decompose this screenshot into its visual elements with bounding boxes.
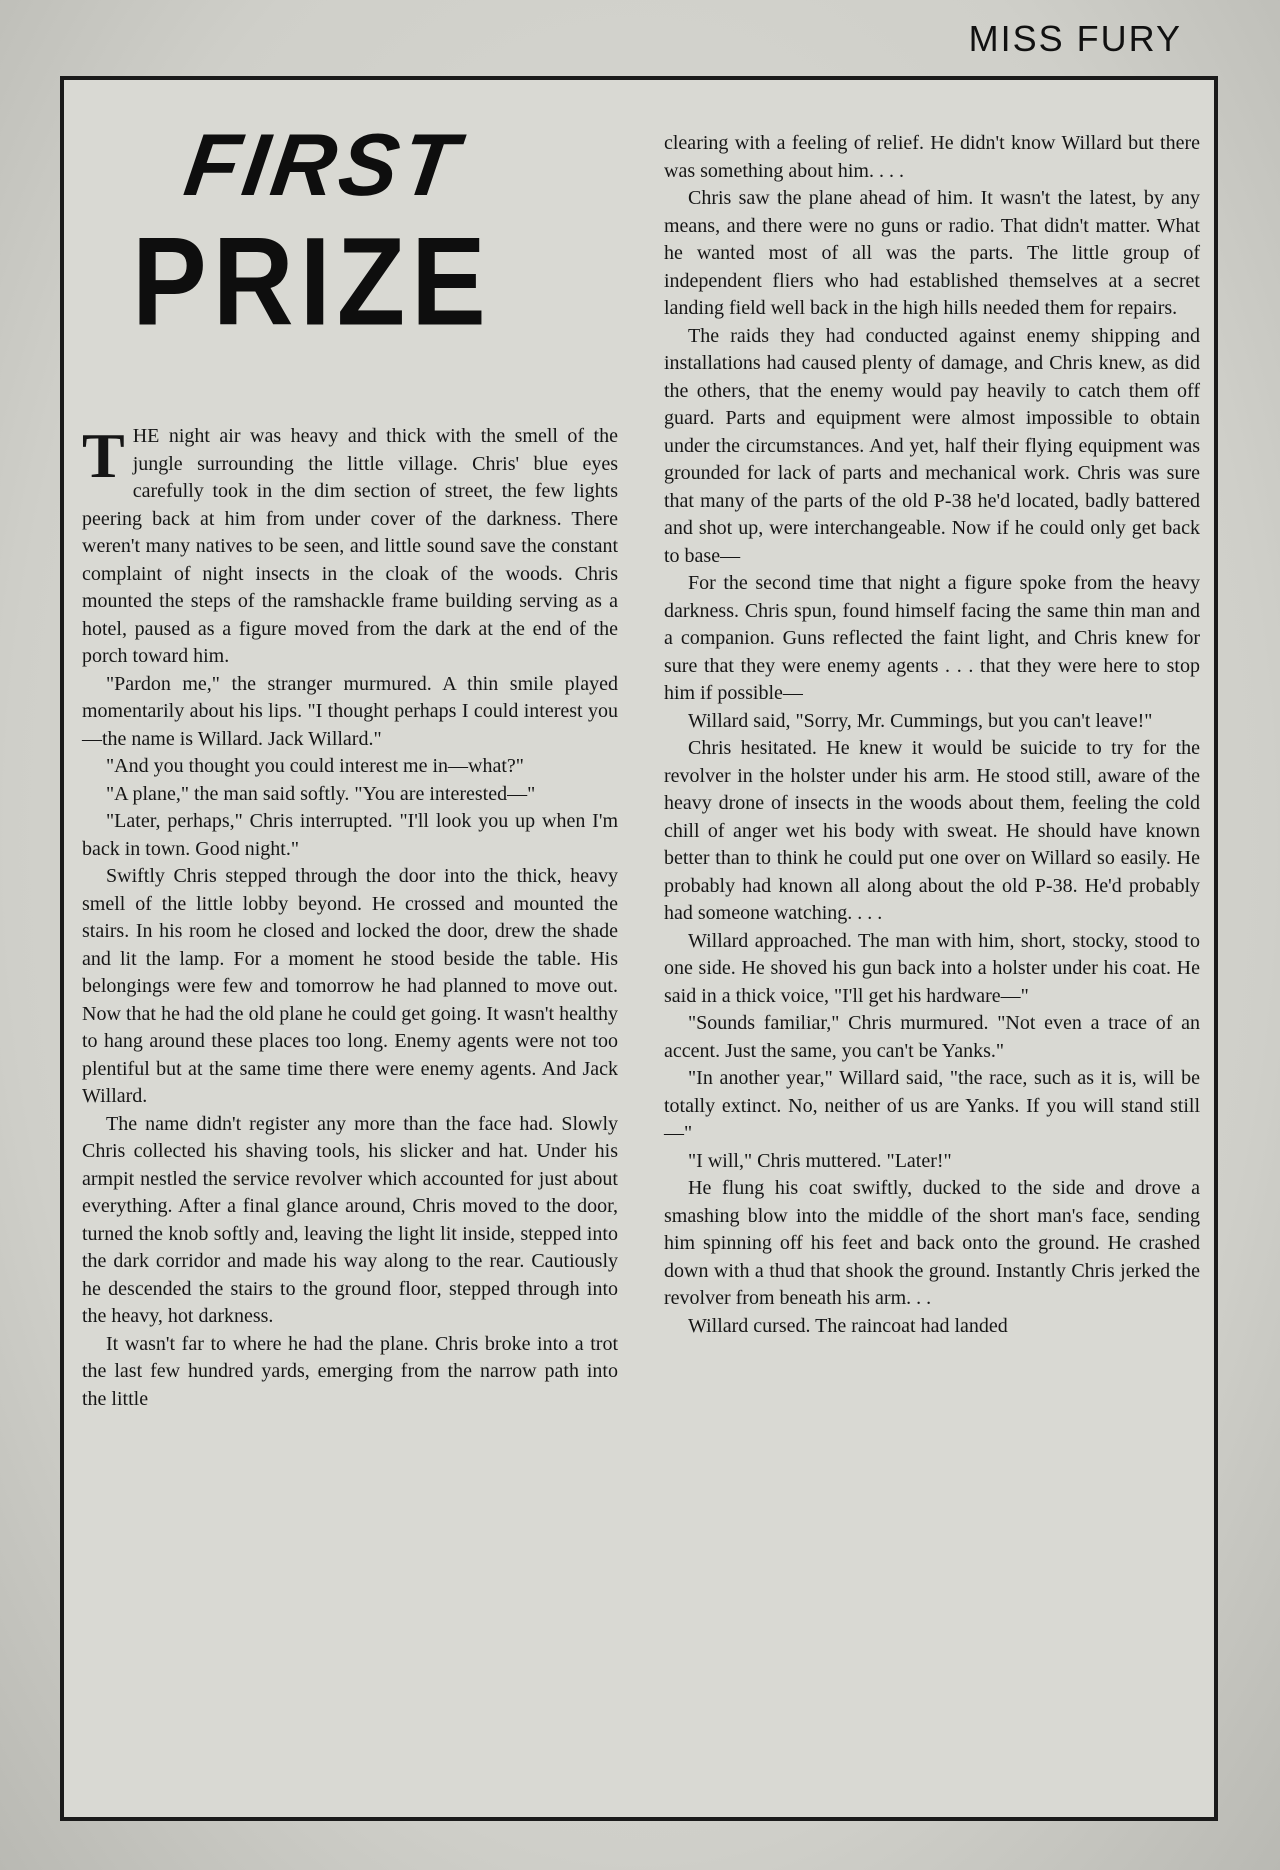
paragraph-text: Chris saw the plane ahead of him. It wasn't the latest, by any means, and there were no guns or radio. That didn't matter. What he wanted most of all was the parts. The little group of independent fliers who had established themselves at a secret landing field well back in the high hills needed them for repairs. (664, 187, 1200, 319)
paragraph-text: Swiftly Chris stepped through the door into the thick, heavy smell of the little lobby beyond. He crossed and mounted the stairs. In his room he closed and locked the door, drew the shade and lit the lamp. For a moment he stood beside the table. His belongings were few and tomorrow he had planned to move out. Now that he had the old plane he could get going. It wasn't healthy to hang around these places too long. Enemy agents were not too plentiful but at the same time there were enemy agents. And Jack Willard. (82, 865, 618, 1107)
right-column (664, 80, 1200, 1817)
paragraph-text: HE night air was heavy and thick with the smell of the jungle surrounding the little village. Chris' blue eyes carefully took in the dim section of street, the few lights peering back at him from under cover of the darkness. There weren't many natives to be seen, and little sound save the constant complaint of night insects in the cloak of the woods. Chris mounted the steps of the ramshackle frame building serving as a hotel, paused as a figure moved from the dark at the end of the porch toward him. (82, 425, 618, 667)
story-frame (60, 76, 1218, 1821)
paragraph-text: "In another year," Willard said, "the race, such as it is, will be totally extinct. No, neither of us are Yanks. If you will stand still—" (664, 1067, 1200, 1144)
paragraph-text: It wasn't far to where he had the plane. Chris broke into a trot the last few hundred yards, emerging from the narrow path into the little (82, 1332, 618, 1410)
story-paragraph (664, 323, 1200, 571)
story-paragraph (82, 781, 618, 809)
story-paragraph (664, 185, 1200, 323)
right-column-text (664, 130, 1200, 1340)
paragraph-text: Chris hesitated. He knew it would be suicide to try for the revolver in the holster under his arm. He stood still, aware of the heavy drone of insects in the woods about them, feeling the cold chill of anger wet his body with sweat. He should have known better than to think he could put one over on Willard so easily. He probably had known all along about the old P-38. He'd probably had someone watching. . . . (664, 737, 1200, 924)
paragraph-text: "Sounds familiar," Chris murmured. "Not even a trace of an accent. Just the same, you can't be Yanks." (664, 1012, 1200, 1062)
story-paragraph (664, 130, 1200, 185)
story-paragraph (664, 928, 1200, 1011)
paragraph-text: "I will," Chris muttered. "Later!" (688, 1149, 952, 1172)
story-paragraph (664, 1175, 1200, 1313)
paragraph-text: For the second time that night a figure spoke from the heavy darkness. Chris spun, found himself facing the same thin man and a companion. Guns reflected the faint light, and Chris knew for sure that they were enemy agents . . . that they were here to stop him if possible— (664, 572, 1200, 704)
story-paragraph (664, 1313, 1200, 1341)
paragraph-text: "Later, perhaps," Chris interrupted. "I'll look you up when I'm back in town. Good night." (82, 810, 618, 860)
story-paragraph (664, 708, 1200, 736)
paragraph-text: "Pardon me," the stranger murmured. A thin smile played momentarily about his lips. "I thought perhaps I could interest you—the name is Willard. Jack Willard." (82, 672, 618, 750)
paragraph-text: The raids they had conducted against enemy shipping and installations had caused plenty of damage, and Chris knew, as did the others, that the enemy would pay heavily to catch them off guard. Parts and equipment were almost impossible to obtain under the circumstances. And yet, half their flying equipment was grounded for lack of parts and mechanical work. Chris was sure that many of the parts of the old P-38 he'd located, badly battered and shot up, were interchangeable. Now if he could only get back to base— (664, 324, 1200, 567)
paragraph-text: "And you thought you could interest me in—what?" (106, 755, 524, 777)
title-line-prize: PRIZE (132, 211, 492, 352)
paragraph-text: Willard said, "Sorry, Mr. Cummings, but you can't leave!" (688, 709, 1153, 732)
story-paragraph (664, 1148, 1200, 1176)
paragraph-text: The name didn't register any more than the face had. Slowly Chris collected his shaving tools, his slicker and hat. Under his armpit nestled the service revolver which accounted for just about everything. After a final glance around, Chris moved to the door, turned the knob softly and, leaving the light lit inside, stepped into the dark corridor and made his way along to the rear. Cautiously he descended the stairs to the ground floor, stepped through into the heavy, hot darkness. (82, 1112, 618, 1327)
drop-cap: T (82, 420, 125, 491)
story-paragraph (82, 863, 618, 1111)
story-paragraph (82, 808, 618, 863)
story-paragraph (82, 671, 618, 754)
paragraph-text: "A plane," the man said softly. "You are interested—" (106, 782, 536, 805)
story-paragraph (664, 735, 1200, 928)
paragraph-text: Willard cursed. The raincoat had landed (688, 1314, 1008, 1337)
story-paragraph (664, 1010, 1200, 1065)
paragraph-text: Willard approached. The man with him, short, stocky, stood to one side. He shoved his gun back into a holster under his coat. He said in a thick voice, "I'll get his hardware—" (664, 929, 1200, 1007)
story-title (132, 115, 632, 352)
story-paragraph (82, 1111, 618, 1331)
title-line-first: FIRST (179, 115, 468, 214)
left-column-text (82, 420, 618, 1413)
paragraph-text: clearing with a feeling of relief. He didn't know Willard but there was something about him. . . . (664, 132, 1200, 182)
running-head: MISS FURY (968, 18, 1182, 59)
left-column (82, 80, 618, 1817)
story-paragraph (82, 420, 618, 671)
story-paragraph (82, 753, 618, 781)
story-paragraph (664, 1065, 1200, 1148)
paragraph-text: He flung his coat swiftly, ducked to the side and drove a smashing blow into the middle of the short man's face, sending him spinning off his feet and back onto the ground. He crashed down with a thud that shook the ground. Instantly Chris jerked the revolver from beneath his arm. . . (664, 1177, 1200, 1309)
story-paragraph (664, 570, 1200, 708)
story-paragraph (82, 1331, 618, 1414)
